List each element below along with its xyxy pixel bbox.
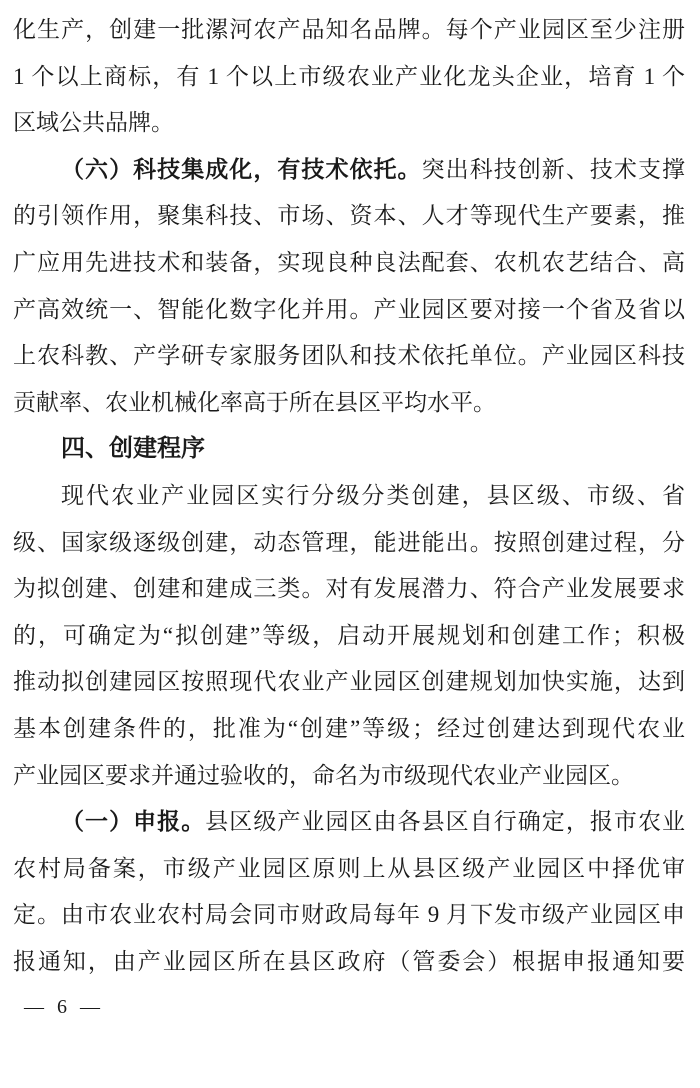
text-segment: 县区级产业园区由各县区自行确定，报市农业	[205, 809, 685, 835]
text-segment: 产业园区要求并通过验收的，命名为市级现代农业产业园区。	[13, 762, 634, 788]
text-segment: 广应用先进技术和装备，实现良种良法配套、农机农艺结合、高	[13, 249, 685, 275]
text-segment: 产高效统一、智能化数字化并用。产业园区要对接一个省及省以	[13, 296, 685, 322]
page-number: — 6 —	[24, 996, 100, 1018]
text-line	[13, 147, 685, 194]
text-segment: 级、国家级逐级创建，动态管理，能进能出。按照创建过程，分	[13, 529, 685, 555]
text-line	[13, 706, 685, 753]
text-segment: 化生产，创建一批漯河农产品知名品牌。每个产业园区至少注册	[13, 17, 685, 42]
section-heading	[13, 426, 685, 473]
text-segment: 推动拟创建园区按照现代农业产业园区创建规划加快实施，达到	[13, 669, 685, 695]
document-body	[13, 7, 685, 985]
text-line	[13, 333, 685, 380]
text-segment: 上农科教、产学研专家服务团队和技术依托单位。产业园区科技	[13, 343, 685, 369]
text-line	[13, 566, 685, 613]
text-segment: 为拟创建、创建和建成三类。对有发展潜力、符合产业发展要求	[13, 576, 685, 602]
text-line	[13, 380, 685, 427]
text-line	[13, 520, 685, 567]
text-line	[13, 846, 685, 893]
text-segment: 农村局备案，市级产业园区原则上从县区级产业园区中择优审	[13, 855, 685, 881]
text-segment: 1 个以上商标，有 1 个以上市级农业产业化龙头企业，培育 1 个	[13, 63, 685, 89]
text-segment: 现代农业产业园区实行分级分类创建，县区级、市级、省	[61, 482, 685, 508]
text-segment: 基本创建条件的，批准为“创建”等级；经过创建达到现代农业	[13, 715, 685, 741]
text-line	[13, 54, 685, 101]
bold-text-segment: （六）科技集成化，有技术依托。	[61, 156, 422, 182]
text-line	[13, 613, 685, 660]
text-line	[13, 240, 685, 287]
text-segment: 定。由市农业农村局会同市财政局每年 9 月下发市级产业园区申	[13, 902, 685, 928]
text-line	[13, 799, 685, 846]
text-line	[13, 193, 685, 240]
text-segment: 贡献率、农业机械化率高于所在县区平均水平。	[13, 389, 496, 415]
text-segment: 的引领作用，聚集科技、市场、资本、人才等现代生产要素，推	[13, 203, 685, 229]
text-line	[13, 7, 685, 54]
text-line	[13, 892, 685, 939]
text-line	[13, 753, 685, 800]
text-line	[13, 473, 685, 520]
text-segment: 报通知，由产业园区所在县区政府（管委会）根据申报通知要	[13, 948, 685, 974]
text-line	[13, 100, 685, 147]
bold-text-segment: 四、创建程序	[61, 435, 205, 463]
text-line	[13, 659, 685, 706]
text-segment: 的，可确定为“拟创建”等级，启动开展规划和创建工作；积极	[13, 622, 685, 648]
bold-text-segment: （一）申报。	[61, 809, 206, 835]
text-segment: 突出科技创新、技术支撑	[421, 156, 685, 182]
text-line	[13, 287, 685, 334]
text-line	[13, 939, 685, 986]
text-segment: 区域公共品牌。	[13, 110, 174, 136]
